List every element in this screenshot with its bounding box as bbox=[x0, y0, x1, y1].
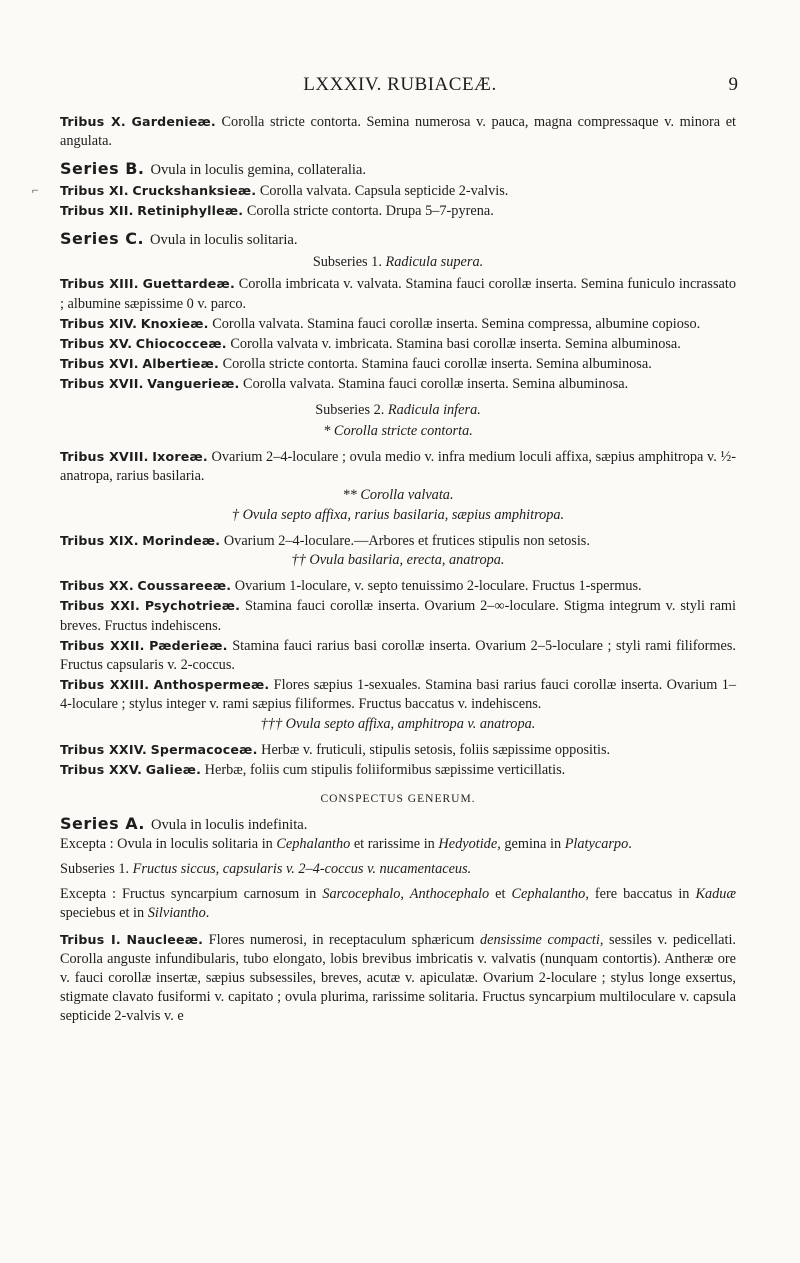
series-label: Series C. bbox=[60, 229, 145, 249]
tribe-description: Herbæ, foliis cum stipulis foliiformibus sæpissime verticillatis. bbox=[201, 762, 566, 779]
tribe-name: Galieæ. bbox=[145, 762, 202, 778]
text-run: , sessiles v. pedicellati. Corolla anguste infundibularis, tubo elongato, lobis brevibus imbricatis v. valvatis (nunquam contortis). Antheræ ore v. fauci corollæ insertæ, sæpius subsessiles, breves, acutæ v. apiculatæ. Ovarium 2-loculare ; stylus longe exsertus, stigmate clavato fusiformi v. capitato ; ovula plurima, rarissime solitaria. Fructus syncarpium multiloculare v. capsula septicide 2-valvis v. e bbox=[60, 931, 736, 1025]
tribe-name: Albertieæ. bbox=[142, 356, 220, 372]
tribe-label: Tribus XVII. bbox=[60, 376, 144, 392]
tribe-14 bbox=[60, 314, 736, 334]
tribe-description: Corolla valvata. Stamina fauci corollæ inserta. Semina albuminosa. bbox=[239, 376, 629, 393]
group-heading-text: ** Corolla valvata. bbox=[342, 487, 454, 504]
genus-name: Hedyotide bbox=[438, 835, 498, 852]
text-run: , gemina in bbox=[497, 835, 565, 852]
tribe-name: Ixoreæ. bbox=[152, 449, 208, 465]
subseries-a1-heading bbox=[60, 860, 736, 879]
genus-name: Cephalantho bbox=[511, 886, 586, 903]
page-number: 9 bbox=[728, 74, 738, 95]
excepta-paragraph-2 bbox=[60, 885, 736, 923]
group-heading-text: † Ovula septo affixa, rarius basilaria, sæpius amphitropa. bbox=[231, 506, 565, 523]
tribe-name: Chiococceæ. bbox=[135, 336, 227, 352]
genus-name: Cephalantho bbox=[276, 835, 351, 852]
tribe-description: Corolla imbricata v. valvata. Stamina fauci corollæ inserta. Semina funiculo incrassato ; albumine sæpissime 0 v. parco. bbox=[60, 276, 736, 312]
tribe-label: Tribus XVIII. bbox=[60, 449, 149, 465]
page-header bbox=[0, 74, 800, 98]
subseries-label: Subseries 2. bbox=[315, 401, 388, 418]
text-run: et bbox=[489, 886, 512, 903]
tribe-name: Anthospermeæ. bbox=[153, 677, 270, 693]
tribe-label: Tribus XIV. bbox=[60, 315, 138, 331]
tribe-24 bbox=[60, 740, 736, 760]
subseries-name: Radicula infera. bbox=[387, 401, 481, 418]
genus-name: Silviantho bbox=[147, 905, 206, 922]
tribe-description: Corolla valvata v. imbricata. Stamina basi corollæ inserta. Semina albuminosa. bbox=[226, 336, 681, 353]
tribe-23 bbox=[60, 675, 736, 714]
genus-name: Sarcocephalo, Anthocephalo bbox=[322, 886, 490, 903]
tribe-11 bbox=[32, 181, 736, 201]
running-title: LXXXIV. RUBIACEÆ. bbox=[303, 74, 497, 95]
tribe-description: Ovarium 2–4-loculare.—Arbores et frutices stipulis non setosis. bbox=[220, 532, 590, 549]
tribe-17 bbox=[60, 374, 736, 394]
text-run: Flores numerosi, in receptaculum sphæricum bbox=[203, 931, 480, 948]
tribe-name: Vanguerieæ. bbox=[147, 376, 240, 392]
tribe-description: Corolla stricte contorta. Semina numerosa v. pauca, magna compressaque v. minora et angulata. bbox=[60, 114, 737, 150]
text-run: , fere baccatus in bbox=[585, 886, 696, 903]
group-heading-dagger-2 bbox=[60, 551, 736, 570]
tribe-description: Ovarium 2–4-loculare ; ovula medio v. infra medium loculi affixa, sæpius amphitropa v. ½-anatropa, rarius basilaria. bbox=[60, 449, 736, 485]
emphasis: densissime compacti bbox=[479, 931, 600, 948]
tribe-label: Tribus XV. bbox=[60, 336, 133, 352]
tribe-label: Tribus XIII. bbox=[60, 276, 139, 292]
subseries-name: Fructus siccus, capsularis v. 2–4-coccus v. nucamentaceus. bbox=[132, 860, 472, 877]
tribe-13 bbox=[60, 274, 736, 313]
series-description: Ovula in loculis solitaria. bbox=[150, 232, 298, 249]
series-a-heading bbox=[60, 814, 736, 835]
tribe-description: Flores sæpius 1-sexuales. Stamina basi rarius fauci corollæ inserta. Ovarium 1–4-loculare ; stylus integer v. rami sæpius filiformes. Fructus baccatus v. indehiscens. bbox=[60, 677, 736, 713]
tribe-name: Naucleeæ. bbox=[126, 931, 204, 947]
text-run: . bbox=[628, 835, 632, 852]
group-heading-text: ††† Ovula septo affixa, amphitropa v. anatropa. bbox=[260, 715, 536, 732]
tribe-label: Tribus XXI. bbox=[60, 598, 140, 614]
tribe-16 bbox=[60, 354, 736, 374]
tribe-20 bbox=[60, 576, 736, 596]
margin-mark: ⌐ bbox=[32, 182, 39, 197]
tribe-label: Tribus XII. bbox=[60, 202, 134, 218]
tribe-name: Guettardeæ. bbox=[142, 276, 235, 292]
tribe-12 bbox=[60, 201, 736, 221]
series-description: Ovula in loculis gemina, collateralia. bbox=[150, 162, 367, 179]
tribe-19 bbox=[60, 531, 736, 551]
subseries-2-heading bbox=[60, 401, 736, 420]
series-b-heading bbox=[60, 159, 736, 180]
subseries-1-heading bbox=[60, 253, 736, 272]
tribe-description: Corolla valvata. Capsula septicide 2-valvis. bbox=[256, 182, 509, 199]
tribe-description: Stamina fauci rarius basi corollæ inserta. Ovarium 2–5-loculare ; styli rami filiformes. Fructus capsularis v. 2-coccus. bbox=[60, 637, 736, 674]
tribe-label: Tribus XXII. bbox=[60, 637, 145, 653]
tribe-description: Corolla stricte contorta. Drupa 5–7-pyrena. bbox=[243, 202, 494, 219]
tribe-name: Pæderieæ. bbox=[149, 637, 228, 653]
tribe-name: Knoxieæ. bbox=[140, 315, 209, 331]
group-heading-dagger-3 bbox=[60, 715, 736, 734]
text-run: Excepta : Ovula in loculis solitaria in bbox=[60, 835, 277, 852]
genus-name: Kaduæ bbox=[695, 886, 736, 903]
tribe-description: Ovarium 1-loculare, v. septo tenuissimo 2-loculare. Fructus 1-spermus. bbox=[231, 578, 642, 595]
tribe-name: Gardenieæ. bbox=[131, 114, 216, 129]
text-run: speciebus et in bbox=[60, 905, 148, 922]
text-run: Excepta : Fructus syncarpium carnosum in bbox=[60, 886, 323, 903]
tribe-label: Tribus XXIII. bbox=[60, 677, 150, 693]
tribe-name: Spermacoceæ. bbox=[150, 741, 258, 757]
text-run: et rarissime in bbox=[350, 835, 439, 852]
tribe-18 bbox=[60, 447, 736, 486]
tribe-label: Tribus XXIV. bbox=[60, 741, 148, 757]
subseries-label: Subseries 1. bbox=[60, 860, 133, 877]
tribe-description: Herbæ v. fruticuli, stipulis setosis, foliis sæpissime oppositis. bbox=[257, 741, 611, 758]
tribe-label: Tribus XIX. bbox=[60, 532, 139, 548]
tribe-name: Morindeæ. bbox=[142, 532, 221, 548]
group-heading-text: †† Ovula basilaria, erecta, anatropa. bbox=[291, 552, 505, 569]
series-c-heading bbox=[60, 229, 736, 250]
tribe-10 bbox=[60, 112, 736, 151]
group-heading-stars-1 bbox=[60, 422, 736, 441]
tribe-label: Tribus XXV. bbox=[60, 762, 143, 778]
text-run: . bbox=[205, 905, 210, 922]
tribe-name: Psychotrieæ. bbox=[144, 598, 241, 614]
tribe-description: Stamina fauci corollæ inserta. Ovarium 2–∞-loculare. Stigma integrum v. styli rami breves. Fructus indehiscens. bbox=[60, 598, 737, 634]
conspectus-heading: CONSPECTUS GENERUM. bbox=[320, 793, 476, 806]
page-body bbox=[32, 112, 737, 1027]
tribe-label: Tribus XX. bbox=[60, 578, 134, 594]
tribe-name: Retiniphylleæ. bbox=[137, 202, 244, 218]
tribe-21 bbox=[60, 596, 736, 635]
series-description: Ovula in loculis indefinita. bbox=[150, 816, 308, 833]
group-heading-text: * Corolla stricte contorta. bbox=[323, 422, 473, 439]
group-heading-dagger-1 bbox=[60, 506, 736, 525]
tribe-15 bbox=[60, 334, 736, 354]
tribe-22 bbox=[60, 636, 736, 675]
genus-name: Platycarpo bbox=[564, 835, 629, 852]
tribe-25 bbox=[60, 760, 736, 780]
tribe-label: Tribus X. bbox=[60, 114, 126, 129]
tribe-label: Tribus I. bbox=[60, 931, 121, 947]
tribe-label: Tribus XI. bbox=[60, 182, 129, 198]
tribe-name: Cruckshanksieæ. bbox=[132, 182, 257, 198]
series-label: Series A. bbox=[60, 813, 145, 833]
tribe-1 bbox=[60, 930, 736, 1027]
tribe-description: Corolla valvata. Stamina fauci corollæ inserta. Semina compressa, albumine copioso. bbox=[208, 315, 701, 332]
series-label: Series B. bbox=[60, 159, 145, 179]
subseries-name: Radicula supera. bbox=[385, 254, 484, 271]
tribe-description: Corolla stricte contorta. Stamina fauci corollæ inserta. Semina albuminosa. bbox=[219, 356, 652, 373]
subseries-label: Subseries 1. bbox=[312, 254, 386, 271]
tribe-label: Tribus XVI. bbox=[60, 356, 139, 372]
excepta-paragraph-1 bbox=[60, 835, 736, 854]
tribe-name: Coussareeæ. bbox=[137, 578, 232, 594]
group-heading-stars-2 bbox=[60, 486, 736, 505]
